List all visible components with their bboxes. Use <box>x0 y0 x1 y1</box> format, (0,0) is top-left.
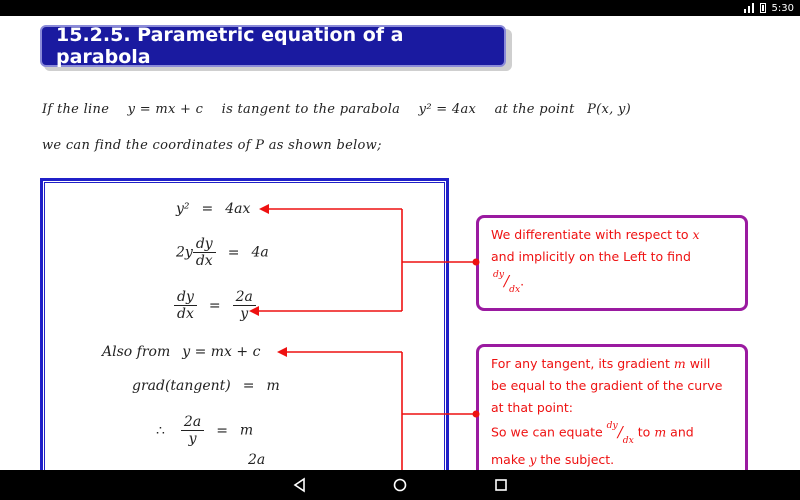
equation-5 <box>132 378 280 394</box>
eq6-equals: = <box>216 422 228 439</box>
eq2-num: dy <box>193 236 216 253</box>
callout1-tail: . <box>520 273 525 289</box>
intro-text: If the line <box>42 102 110 117</box>
point-label: P(x, y) <box>587 102 631 117</box>
callout2-frac-den: dx <box>622 434 634 446</box>
callout2-text: will <box>689 356 711 371</box>
eq6-num: 2a <box>181 414 204 431</box>
eq3-num: dy <box>174 289 197 306</box>
status-time: 5:30 <box>771 2 794 14</box>
eq6-den: y <box>188 431 197 447</box>
callout2-fraction: $^{dy}/_{dx}$ <box>606 420 634 446</box>
callout2-var-y: y <box>529 451 537 467</box>
equation-4 <box>102 344 260 360</box>
status-bar <box>0 0 800 16</box>
eq4-expr: y = mx + c <box>182 344 261 360</box>
callout2-line1 <box>491 353 733 375</box>
eq2-coef: 2y <box>176 244 193 261</box>
battery-icon <box>760 3 766 13</box>
home-icon[interactable] <box>392 477 408 493</box>
eq3-lhs-fraction <box>174 289 197 322</box>
callout2-var-m: m <box>673 356 686 371</box>
eq2-den: dx <box>195 253 213 269</box>
callout2-text: to <box>637 424 651 440</box>
eq5-rhs: m <box>266 378 280 394</box>
callout1-var: x <box>692 227 700 242</box>
eq3-den: dx <box>177 306 194 322</box>
status-icons <box>744 1 794 15</box>
equation-7-partial: 2a <box>248 452 266 468</box>
callout2-line3: at that point: <box>491 400 573 415</box>
callout2-text: make <box>491 451 526 467</box>
callout1-line2: and implicitly on the Left to find <box>491 249 691 264</box>
intro-text: is tangent to the parabola <box>221 102 401 117</box>
callout2-text: So we can equate <box>491 424 603 440</box>
eq5-equals: = <box>242 378 255 394</box>
title-banner <box>40 25 506 67</box>
callout2-text: and <box>670 424 694 440</box>
eq6-rhs: m <box>239 422 254 439</box>
callout1-text: We differentiate with respect to <box>491 227 689 242</box>
eq1-lhs: y² <box>176 201 190 217</box>
intro-text: at the point <box>494 102 575 117</box>
callout-gradient <box>476 344 748 470</box>
navigation-bar <box>0 470 800 500</box>
callout1-frac-num: dy <box>493 269 505 280</box>
eq1-rhs: 4ax <box>225 201 251 217</box>
recents-icon[interactable] <box>493 477 509 493</box>
eq2-fraction <box>193 236 216 269</box>
eq3-rhs-fraction <box>233 289 256 322</box>
eq5-lhs: grad(tangent) <box>132 378 231 394</box>
eq3-equals: = <box>208 297 221 314</box>
callout1-line1 <box>491 224 733 246</box>
callout2-var-m: m <box>654 424 667 440</box>
callout2-text: the subject. <box>540 451 615 467</box>
signal-icon <box>744 3 754 13</box>
callout1-fraction: $^{dy}/_{dx}$ <box>493 269 521 295</box>
eq3-rnum: 2a <box>233 289 256 306</box>
back-icon[interactable] <box>292 477 308 493</box>
therefore-symbol: ∴ <box>156 422 165 439</box>
callout-differentiate <box>476 215 748 311</box>
line-equation: y = mx + c <box>127 102 204 117</box>
callout2-text: For any tangent, its gradient <box>491 356 670 371</box>
equation-1 <box>176 201 250 217</box>
callout2-frac-num: dy <box>606 420 618 431</box>
callout2-line4 <box>491 419 733 449</box>
eq4-prefix: Also from <box>102 344 171 360</box>
equation-2 <box>176 236 269 269</box>
page-title: 15.2.5. Parametric equation of a parabola <box>56 24 404 68</box>
intro-line-1 <box>42 102 631 117</box>
eq2-equals: = <box>227 244 240 261</box>
parabola-equation: y² = 4ax <box>418 102 477 117</box>
callout1-frac-den: dx <box>509 283 521 295</box>
eq3-rden: y <box>240 306 249 322</box>
equation-3 <box>174 289 256 322</box>
callout2-line2: be equal to the gradient of the curve <box>491 378 723 393</box>
eq2-rhs: 4a <box>251 244 269 261</box>
intro-line-2: we can find the coordinates of P as shown below; <box>42 138 382 153</box>
eq6-fraction <box>181 414 204 447</box>
callout2-line5 <box>491 449 733 471</box>
callout1-line3 <box>491 268 733 298</box>
eq1-equals: = <box>201 201 214 217</box>
equation-6 <box>156 414 253 447</box>
